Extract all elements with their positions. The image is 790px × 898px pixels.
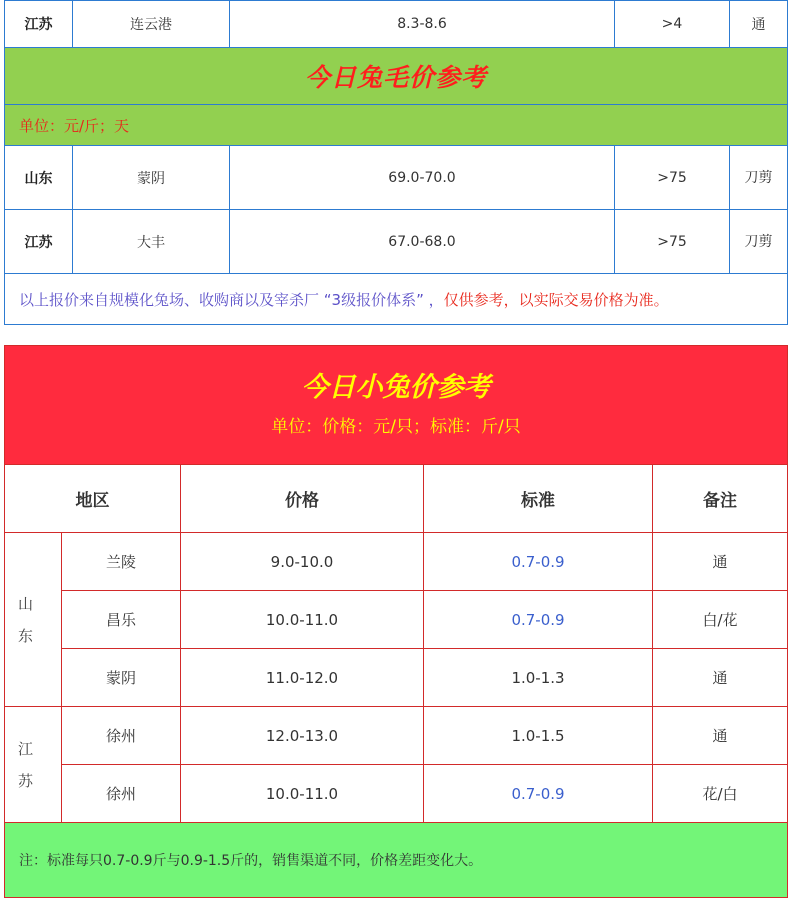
- province-cell: 江苏: [5, 210, 73, 274]
- price-cell: 8.3-8.6: [230, 1, 615, 48]
- price-cell: 9.0-10.0: [181, 533, 424, 591]
- table-row: [5, 649, 788, 707]
- fur-title: 今日兔毛价参考: [304, 63, 487, 92]
- city-cell: 昌乐: [62, 591, 181, 649]
- price-cell: 11.0-12.0: [181, 649, 424, 707]
- table-row: [5, 765, 788, 823]
- young-title: 今日小兔价参考: [301, 372, 491, 403]
- price-cell: 67.0-68.0: [230, 210, 615, 274]
- footnote-source: 以上报价来自规模化兔场、收购商以及宰杀厂 “3级报价体系” ，: [19, 290, 444, 309]
- spec-cell: >4: [615, 1, 730, 48]
- title-row: [5, 48, 788, 105]
- footnote-disclaimer: 仅供参考，以实际交易价格为准。: [443, 290, 669, 309]
- unit-row: [5, 105, 788, 146]
- spec-cell: >75: [615, 146, 730, 210]
- note-cell: 通: [653, 649, 788, 707]
- city-cell: 蒙阴: [62, 649, 181, 707]
- price-cell: 10.0-11.0: [181, 591, 424, 649]
- price-cell: 10.0-11.0: [181, 765, 424, 823]
- price-cell: 69.0-70.0: [230, 146, 615, 210]
- province-cell: 山东: [18, 594, 34, 645]
- province-cell: 江苏: [18, 739, 34, 790]
- table-row: [5, 533, 788, 591]
- table-row: [5, 210, 788, 274]
- province-cell: 山东: [5, 146, 73, 210]
- table-row: [5, 707, 788, 765]
- fur-footnote: [5, 274, 788, 325]
- table-row: [5, 1, 788, 48]
- city-cell: 蒙阴: [73, 146, 230, 210]
- note-cell: 刀剪: [730, 146, 788, 210]
- note-cell: 通: [653, 707, 788, 765]
- young-unit: 单位：价格：元/只；标准：斤/只: [271, 417, 521, 437]
- city-cell: 徐州: [62, 707, 181, 765]
- table-row: [5, 591, 788, 649]
- header-note: 备注: [653, 465, 788, 533]
- spec-cell: >75: [615, 210, 730, 274]
- city-cell: 兰陵: [62, 533, 181, 591]
- city-cell: 徐州: [62, 765, 181, 823]
- city-cell: 大丰: [73, 210, 230, 274]
- header-standard: 标准: [424, 465, 653, 533]
- fur-unit: 单位：元/斤；天: [5, 105, 788, 146]
- note-cell: 刀剪: [730, 210, 788, 274]
- price-cell: 12.0-13.0: [181, 707, 424, 765]
- header-price: 价格: [181, 465, 424, 533]
- standard-cell: 1.0-1.5: [424, 707, 653, 765]
- header-region: 地区: [5, 465, 181, 533]
- standard-cell: 0.7-0.9: [424, 591, 653, 649]
- city-cell: 连云港: [73, 1, 230, 48]
- note-cell: 白/花: [653, 591, 788, 649]
- header-row: [5, 465, 788, 533]
- note-cell: 通: [653, 533, 788, 591]
- young-footnote: 注：标准每只0.7-0.9斤与0.9-1.5斤的，销售渠道不同，价格差距变化大。: [5, 823, 788, 898]
- note-cell: 花/白: [653, 765, 788, 823]
- province-cell: 江苏: [5, 1, 73, 48]
- footnote-row: [5, 274, 788, 325]
- title-row: [5, 346, 788, 465]
- standard-cell: 1.0-1.3: [424, 649, 653, 707]
- standard-cell: 0.7-0.9: [424, 533, 653, 591]
- footnote-row: [5, 823, 788, 898]
- young-rabbit-price-table: [4, 345, 788, 898]
- table-row: [5, 146, 788, 210]
- standard-cell: 0.7-0.9: [424, 765, 653, 823]
- fur-price-table: [4, 0, 788, 325]
- note-cell: 通: [730, 1, 788, 48]
